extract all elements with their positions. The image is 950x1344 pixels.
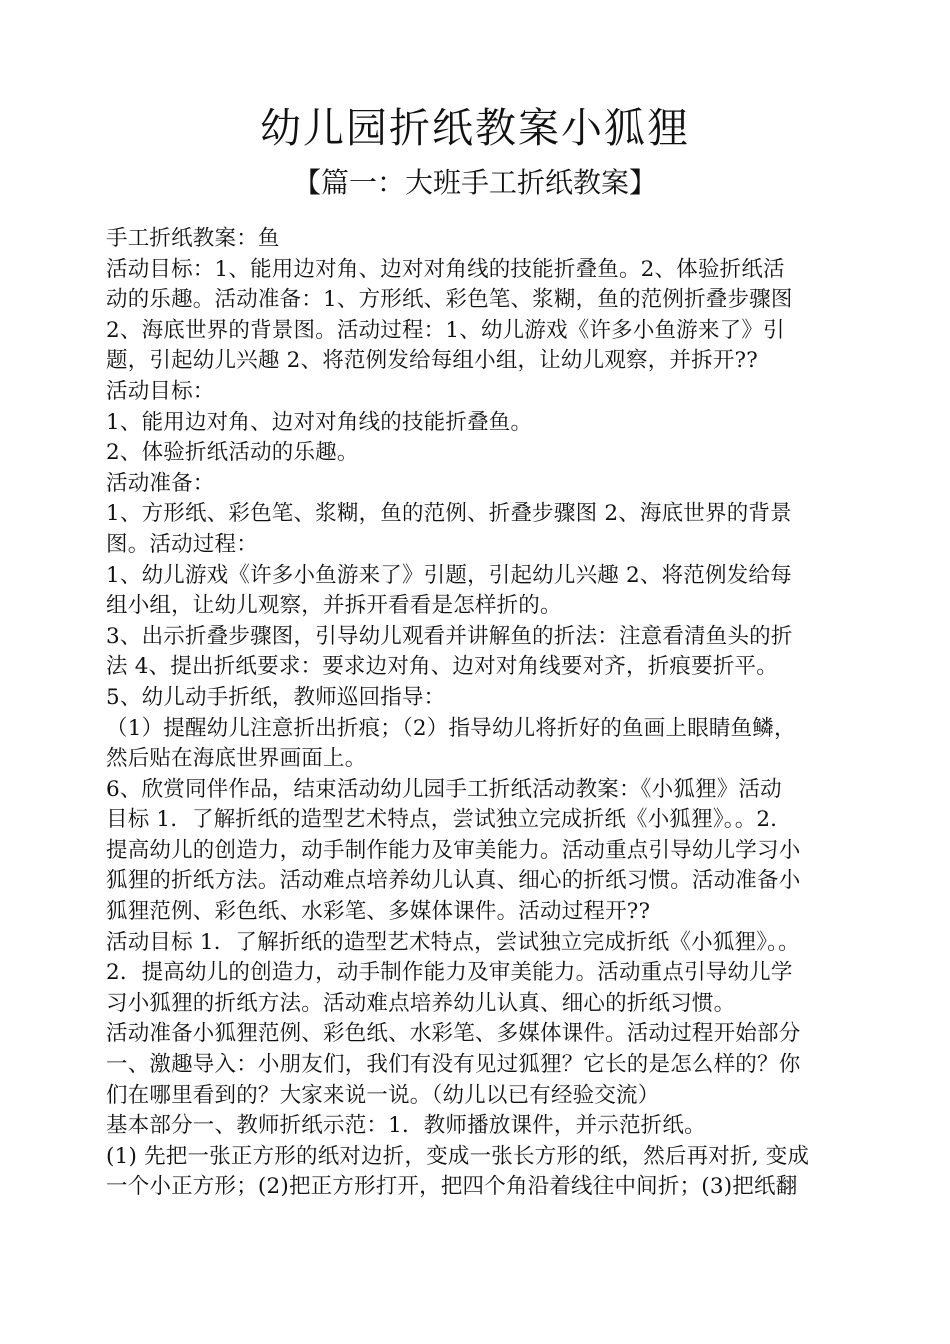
section-heading: 【篇一：大班手工折纸教案】 <box>292 166 657 199</box>
text-line: 法 4、提出折纸要求：要求边对角、边对对角线要对齐，折痕要折平。 <box>106 654 778 680</box>
text-line: 狐狸的折纸方法。活动难点培养幼儿认真、细心的折纸习惯。活动准备小 <box>106 868 801 894</box>
text-line: 手工折纸教案：鱼 <box>106 226 280 251</box>
text-line: 3、出示折叠步骤图，引导幼儿观看并讲解鱼的折法：注意看清鱼头的折 <box>106 623 793 649</box>
text-line: 1、幼儿游戏《许多小鱼游来了》引题，引起幼儿兴趣 2、将范例发给每 <box>106 562 792 588</box>
text-line: 5、幼儿动手折纸，教师巡回指导： <box>106 684 446 710</box>
text-line: 活动准备： <box>106 470 215 496</box>
text-line: 然后贴在海底世界画面上。 <box>106 746 367 772</box>
text-line: 狐狸范例、彩色纸、水彩笔、多媒体课件。活动过程开?? <box>106 899 651 925</box>
body-text <box>106 224 866 1203</box>
text-line: 2．提高幼儿的创造力，动手制作能力及审美能力。活动重点引导幼儿学 <box>106 960 793 986</box>
text-line: 一个小正方形；(2)把正方形打开，把四个角沿着线往中间折；(3)把纸翻 <box>106 1174 798 1200</box>
text-line: 活动目标：1、能用边对角、边对对角线的技能折叠鱼。2、体验折纸活 <box>106 256 785 282</box>
text-line: 习小狐狸的折纸方法。活动难点培养幼儿认真、细心的折纸习惯。 <box>106 990 736 1016</box>
text-line: 们在哪里看到的？大家来说一说。（幼儿以已有经验交流） <box>106 1082 660 1108</box>
text-line: 目标 1．了解折纸的造型艺术特点，尝试独立完成折纸《小狐狸》。。2． <box>106 807 792 833</box>
text-line: 一、激趣导入：小朋友们，我们有没有见过狐狸？它长的是怎么样的？你 <box>106 1052 801 1078</box>
text-line: 提高幼儿的创造力，动手制作能力及审美能力。活动重点引导幼儿学习小 <box>106 837 801 863</box>
text-line: 活动准备小狐狸范例、彩色纸、水彩笔、多媒体课件。活动过程开始部分 <box>106 1021 801 1047</box>
text-line: 活动目标： <box>106 378 215 404</box>
text-line: 组小组，让幼儿观察，并拆开看看是怎样折的。 <box>106 593 562 619</box>
text-line: 图。活动过程： <box>106 531 258 557</box>
text-line: 2、海底世界的背景图。活动过程：1、幼儿游戏《许多小鱼游来了》引 <box>106 317 785 343</box>
text-line: 1、能用边对角、边对对角线的技能折叠鱼。 <box>106 409 533 435</box>
text-line: 动的乐趣。活动准备：1、方形纸、彩色笔、浆糊，鱼的范例折叠步骤图 <box>106 287 793 313</box>
text-line: 基本部分一、教师折纸示范：1．教师播放课件，并示范折纸。 <box>106 1113 706 1139</box>
text-line: 6、欣赏同伴作品，结束活动幼儿园手工折纸活动教案：《小狐狸》活动 <box>106 776 782 802</box>
text-line: 题，引起幼儿兴趣 2、将范例发给每组小组，让幼儿观察，并拆开?? <box>106 348 758 374</box>
text-line: 1、方形纸、彩色笔、浆糊，鱼的范例、折叠步骤图 2、海底世界的背景 <box>106 501 792 527</box>
page-title: 幼儿园折纸教案小狐狸 <box>260 104 690 152</box>
text-line: (1) 先把一张正方形的纸对边折，变成一张长方形的纸，然后再对折, 变成 <box>106 1143 810 1169</box>
text-line: 活动目标 1．了解折纸的造型艺术特点，尝试独立完成折纸《小狐狸》。。 <box>106 929 800 955</box>
text-line: 2、体验折纸活动的乐趣。 <box>106 440 359 466</box>
text-line: （1）提醒幼儿注意折出折痕；（2）指导幼儿将折好的鱼画上眼睛鱼鳞， <box>106 715 796 741</box>
